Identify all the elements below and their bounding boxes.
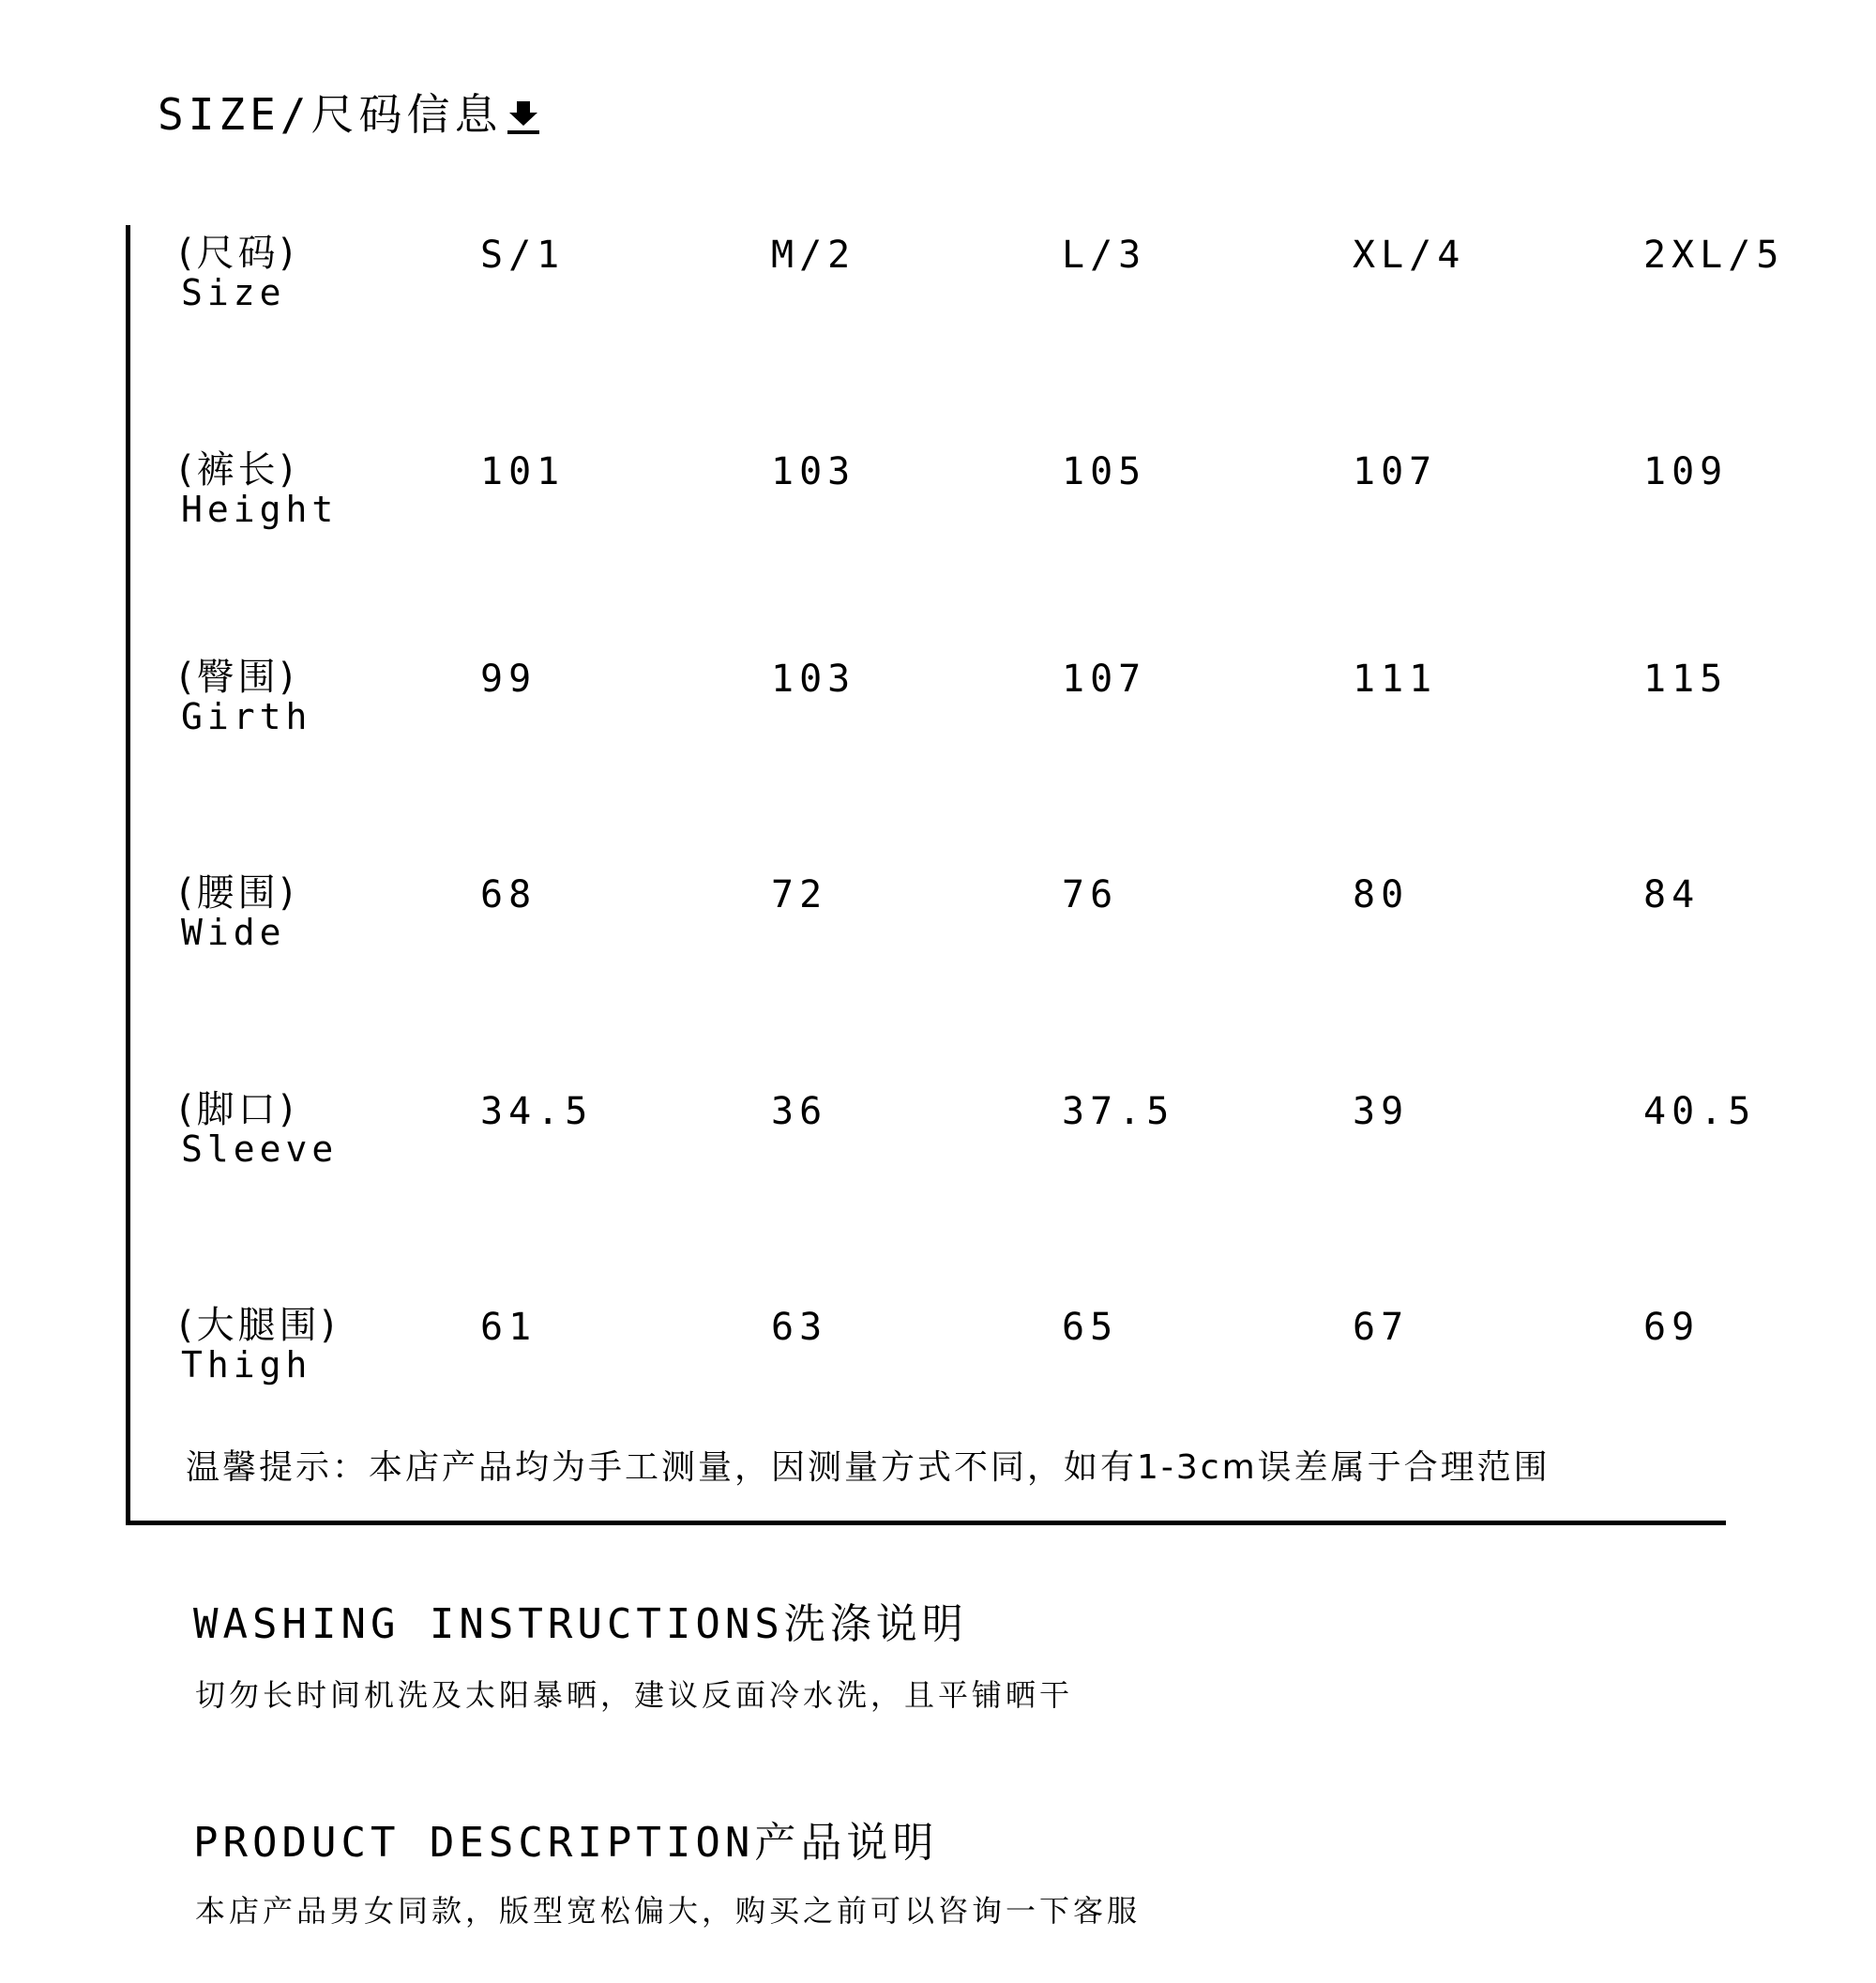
row-label-en: Sleeve	[181, 1128, 339, 1170]
table-row-girth	[0, 657, 1876, 750]
row-label-cn: (尺码)	[178, 232, 298, 275]
table-cell: M/2	[771, 234, 856, 277]
table-cell: 72	[771, 873, 828, 916]
table-cell: S/1	[480, 234, 566, 277]
table-cell: 111	[1353, 658, 1438, 701]
table-cell: 40.5	[1643, 1090, 1757, 1133]
row-label-en: Size	[181, 272, 286, 313]
table-cell: 103	[771, 658, 856, 701]
table-cell: 105	[1062, 450, 1147, 493]
table-cell: 109	[1643, 450, 1729, 493]
table-cell: 76	[1062, 873, 1119, 916]
row-label-en: Thigh	[181, 1344, 312, 1385]
row-label-cn: (大腿围)	[178, 1304, 340, 1347]
row-label-cn: (裤长)	[178, 448, 298, 492]
table-cell: 68	[480, 873, 537, 916]
table-cell: 39	[1353, 1090, 1410, 1133]
table-row-height	[0, 449, 1876, 543]
row-label-cn: (脚口)	[178, 1088, 298, 1131]
table-cell: XL/4	[1353, 234, 1466, 277]
table-cell: 101	[480, 450, 566, 493]
table-cell: 84	[1643, 873, 1701, 916]
table-cell: 61	[480, 1306, 537, 1349]
table-cell: L/3	[1062, 234, 1147, 277]
table-row-thigh	[0, 1305, 1876, 1399]
table-cell: 2XL/5	[1643, 234, 1785, 277]
page-title-text: SIZE/尺码信息	[158, 89, 503, 140]
table-cell: 80	[1353, 873, 1410, 916]
table-cell: 67	[1353, 1306, 1410, 1349]
washing-title: WASHING INSTRUCTIONS洗涤说明	[193, 1600, 968, 1648]
product-text: 本店产品男女同款，版型宽松偏大，购买之前可以咨询一下客服	[195, 1893, 1142, 1929]
table-cell: 103	[771, 450, 856, 493]
table-bottom-border	[126, 1521, 1726, 1525]
table-row-size	[0, 233, 1876, 326]
table-cell: 107	[1062, 658, 1147, 701]
table-row-sleeve	[0, 1089, 1876, 1183]
row-label-en: Girth	[181, 696, 312, 737]
row-label-en: Height	[181, 489, 339, 530]
table-cell: 107	[1353, 450, 1438, 493]
table-cell: 36	[771, 1090, 828, 1133]
down-arrow-icon	[506, 98, 541, 135]
table-cell: 65	[1062, 1306, 1119, 1349]
measurement-note: 温馨提示：本店产品均为手工测量，因测量方式不同，如有1-3cm误差属于合理范围	[186, 1448, 1551, 1487]
table-row-wide	[0, 872, 1876, 966]
row-label-en: Wide	[181, 912, 286, 953]
product-title: PRODUCT DESCRIPTION产品说明	[193, 1819, 939, 1867]
table-cell: 37.5	[1062, 1090, 1175, 1133]
table-cell: 34.5	[480, 1090, 594, 1133]
row-label-cn: (腰围)	[178, 871, 298, 915]
washing-text: 切勿长时间机洗及太阳暴晒，建议反面冷水洗，且平铺晒干	[195, 1677, 1074, 1713]
page-title	[158, 86, 541, 143]
row-label-cn: (臀围)	[178, 656, 298, 699]
table-cell: 63	[771, 1306, 828, 1349]
table-cell: 69	[1643, 1306, 1701, 1349]
table-cell: 99	[480, 658, 537, 701]
table-cell: 115	[1643, 658, 1729, 701]
